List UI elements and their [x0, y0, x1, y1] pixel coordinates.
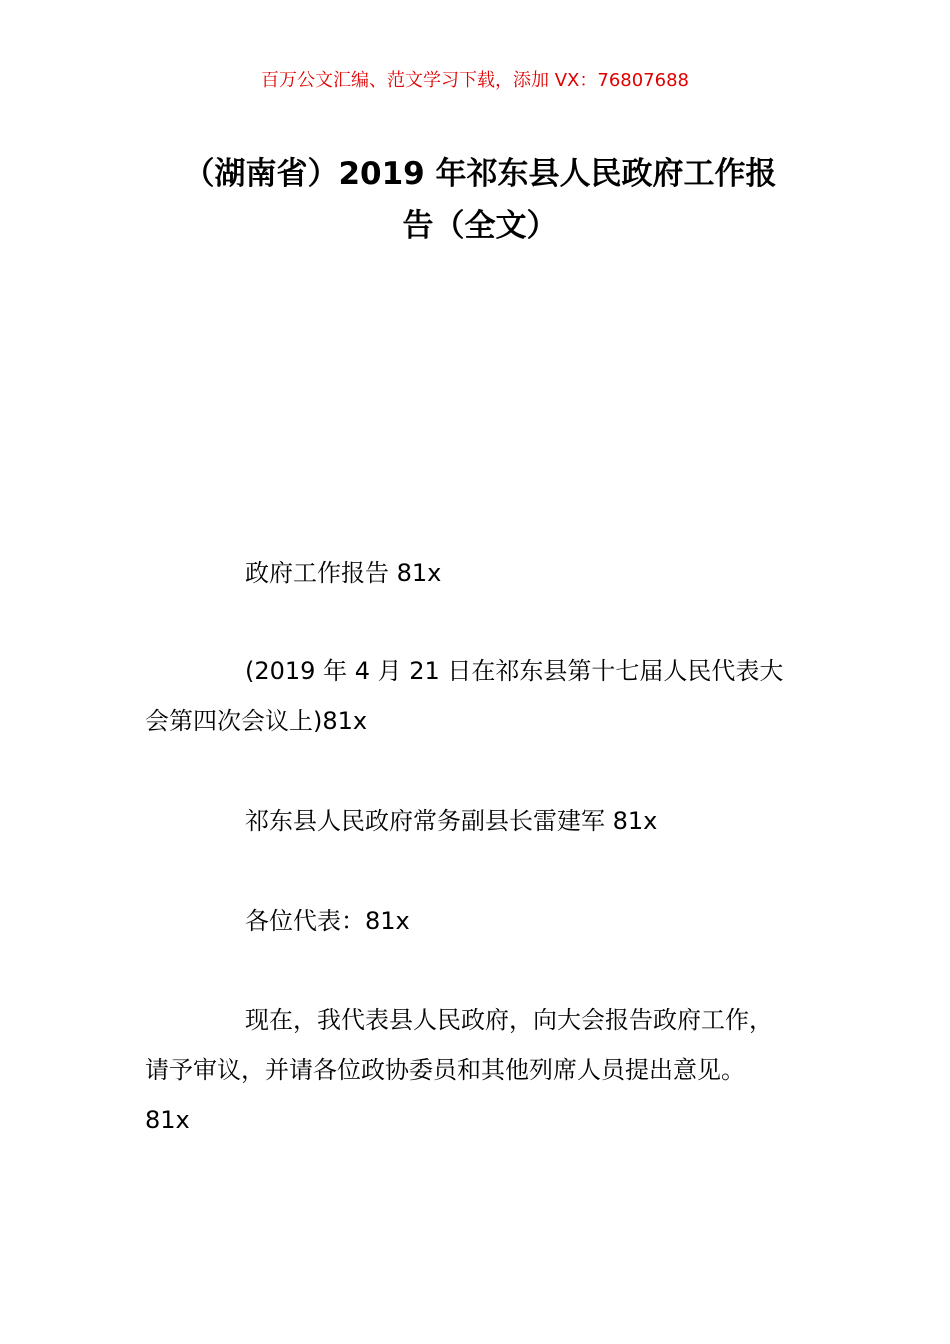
paragraph-report-name	[145, 548, 835, 598]
paragraph-line: 政府工作报告 81x	[245, 559, 442, 587]
paragraph-line: 现在，我代表县人民政府，向大会报告政府工作，	[245, 1006, 773, 1034]
paragraph-opening	[145, 995, 835, 1145]
paragraph-line: 会第四次会议上)81x	[145, 707, 368, 735]
document-title-line-2: 告（全文）	[402, 208, 558, 244]
paragraph-line: 祁东县人民政府常务副县长雷建军 81x	[245, 807, 658, 835]
paragraph-line: (2019 年 4 月 21 日在祁东县第十七届人民代表大	[245, 657, 784, 685]
paragraph-line: 各位代表：81x	[245, 907, 410, 935]
paragraph-salutation	[145, 896, 835, 946]
document-title-line-1: （湖南省）2019 年祁东县人民政府工作报	[183, 156, 777, 192]
paragraph-line: 81x	[145, 1106, 190, 1134]
paragraph-speaker	[145, 796, 835, 846]
paragraph-meeting-date	[145, 646, 835, 746]
paragraph-line: 请予审议，并请各位政协委员和其他列席人员提出意见。	[145, 1056, 745, 1084]
document-title	[140, 148, 820, 252]
header-promo-note: 百万公文汇编、范文学习下载，添加 VX：76807688	[261, 70, 689, 91]
